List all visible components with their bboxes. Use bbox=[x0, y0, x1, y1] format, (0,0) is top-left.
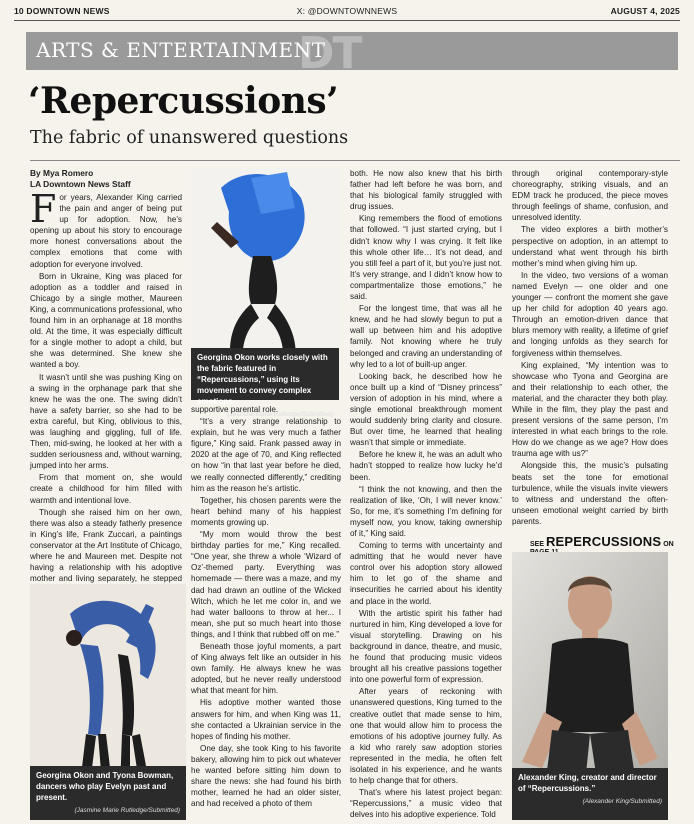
right-caption-credit: (Alexander King/Submitted) bbox=[582, 798, 662, 805]
paragraph: Alongside this, the music’s pulsating beats set the tone for emotional turbulence, while the visuals invite viewers to witness and understand the often-unseen emotional weight carried by birth parents. bbox=[512, 461, 668, 526]
top-caption-credit: (Jasmine Marie Rutledge/Submitted) bbox=[227, 411, 333, 418]
right-caption-text: Alexander King, creator and director of “Repercussions.” bbox=[518, 773, 657, 793]
social-handle: X: @DOWNTOWNNEWS bbox=[296, 6, 398, 16]
paragraph: From that moment on, she would create a childhood for him filled with warmth and intentional love. bbox=[30, 473, 182, 505]
paragraph: “I think the not knowing, and then the realization of like, ‘Oh, I will never know.’ So, for me, it’s something I’m defining for myself now, you know, taking ownership of it,” King said. bbox=[350, 484, 502, 538]
paragraph: His adoptive mother wanted those answers for him, and when King was 11, she contacted a Ukrainian service in the hopes of finding his mother. bbox=[191, 698, 341, 741]
paragraph: It wasn’t until she was pushing King on a swing in the orphanage park that she knew he was the one. The swing didn’t have a safety barrier, so she had to be extra careful, but King, oblivious to this, was laughing and giggling, full of life. Then, mid-swing, he looked at her with a sudden seriousness and, without warning, jumped into her arms. bbox=[30, 372, 182, 471]
column-3 bbox=[350, 168, 502, 820]
paragraph: For years, Alexander King carried the pain and anger of being put up for adoption. Now, he’s opening up about his story to encourage more honest conversations about the complex emotions that come with adoption for everyone involved. bbox=[30, 187, 182, 269]
deck: The fabric of unanswered questions bbox=[30, 128, 349, 148]
paragraph: In the video, two versions of a woman named Evelyn — one older and one younger — confront the moment she gave up her child for adoption 40 years ago. Through an emotion-driven dance that blurs memory with reality, a lifetime of grief and longing unfolds as they search for forgiveness within themselves. bbox=[512, 270, 668, 358]
column-2 bbox=[191, 404, 341, 820]
left-caption-text: Georgina Okon and Tyona Bowman, dancers who play Evelyn past and present. bbox=[36, 771, 174, 802]
paragraph: With the artistic spirit his father had nurtured in him, King developed a love for visual storytelling. Drawing on his background in dance, theatre, and music, he found that producing music videos brought all his creative passions together into one powerful form of expression. bbox=[350, 608, 502, 685]
paragraph: through original contemporary-style choreography, striking visuals, and an EDM track he produced, the piece moves through feelings of shame, confusion, and unresolved identity. bbox=[512, 169, 668, 223]
section-label: ARTS & ENTERTAINMENT bbox=[36, 38, 326, 62]
paragraph: Looking back, he described how he once built up a kind of “Disney princess” version of adoption in his mind, where a single emotional breakthrough moment would suddenly bring clarity and closure. But over time, he learned that healing wasn’t that simple or immediate. bbox=[350, 371, 502, 448]
deck-rule bbox=[30, 160, 680, 161]
paragraph: supportive parental role. bbox=[191, 405, 279, 414]
left-photo-caption bbox=[30, 766, 186, 820]
page-number-paper: 10 DOWNTOWN NEWS bbox=[14, 6, 110, 16]
paragraph: One day, she took King to his favorite bakery, allowing him to pick out whatever he wanted before sitting him down to share the news: she had found his birth mother, learned he had an older sister, and had received a photo of them bbox=[191, 743, 341, 809]
column-1 bbox=[30, 168, 182, 582]
paragraph: Born in Ukraine, King was placed for adoption as a toddler and raised in Chicago by a single mother, Maureen King, a communications professional, who found him in an orphanage at 18 months old. At the time, it was especially difficult for a single mother to adopt a child, but she was determined. She knew she wanted a boy. bbox=[30, 271, 182, 370]
byline: By Mya Romero bbox=[30, 168, 94, 178]
jump-see: SEE bbox=[530, 541, 545, 548]
paragraph: That’s where his latest project began: “Repercussions,” a music video that delves into his adoptive experience. Told bbox=[350, 788, 502, 820]
right-photo-caption bbox=[512, 768, 668, 820]
paragraph: both. He now also knew that his birth father had left before he was born, and that his biological family struggled with drug issues. bbox=[350, 169, 502, 212]
folio-bar bbox=[14, 6, 680, 20]
paragraph: Together, his chosen parents were the heart behind many of his happiest moments growing up. bbox=[191, 495, 341, 527]
byline-staff: LA Downtown News Staff bbox=[30, 179, 131, 189]
dt-watermark-logo: DT bbox=[298, 32, 361, 70]
section-banner bbox=[26, 32, 678, 70]
jump-page: ON bbox=[663, 541, 674, 548]
jump-word: REPERCUSSIONS bbox=[545, 534, 662, 549]
paragraph: Coming to terms with uncertainty and admitting that he would never have control over his adoption story allowed him to let go of the shame and insecurities he carried about his identity and place in the world. bbox=[350, 541, 502, 606]
left-caption-credit: (Jasmine Marie Rutledge/Submitted) bbox=[74, 807, 180, 814]
column-4 bbox=[512, 168, 668, 530]
paragraph: “My mom would throw the best birthday parties for me,” King recalled. “One year, she threw a whole ‘Wizard of Oz’-themed party. Everything was homemade — there was a maze, and my dad had drawn an outline of the Wicked Witch, which he let me color in, and we had water balloons to throw at her... I mean, she put so much heart into those things, and I think that rubbed off on me.” bbox=[191, 530, 341, 639]
paragraph: Before he knew it, he was an adult who hadn’t stopped to realize how lucky he’d been. bbox=[350, 450, 502, 482]
paragraph: The video explores a birth mother’s perspective on adoption, in an attempt to understand what went through his birth mother’s mind when giving him up. bbox=[512, 225, 668, 268]
top-caption-text: Georgina Okon works closely with the fabric featured in “Repercussions,” using its movement to convey complex emotions. bbox=[197, 353, 328, 406]
paragraph: After years of reckoning with unanswered questions, King turned to the creative outlet that made sense to him, one that would allow him to process the emotions of his adoptive journey fully. As a kid who rarely saw adoption stories represented in the media, he often felt isolated in his experience, and he wants to help change that for others. bbox=[350, 687, 502, 786]
paragraph: King explained, “My intention was to showcase who Tyona and Georgina are and their relationship to each other, the material, and the character they both play. While in the film, they play the past and present versions of the same person, I’m interested in what each brings to the role. How do we change as we age? How does trauma age with us?” bbox=[512, 360, 668, 459]
paragraph: Though she raised him on her own, there was also a steady fatherly presence in King’s life, Frank Zuccari, a paintings conservator at the Art Institute of Chicago, where he and Maureen met. Despite not having a relationship with his adoptive mother and living separately, he stepped bbox=[30, 507, 182, 584]
paragraph: For the longest time, that was all he knew, and he had slowly begun to put a wall up between him and his adoptive family. Not knowing where he truly belonged and craving an understanding of why led to a lot of built-up anger. bbox=[350, 304, 502, 369]
headline: ‘Repercussions’ bbox=[28, 80, 339, 122]
paragraph: King remembers the flood of emotions that followed. “I just started crying, but I didn’t know why I was crying. It felt like this whole other life… It’s not dead, and you still feel a part of it, but you’re just not. It’s very strange, and I didn’t know how to compartmentalize those emotions,” he said. bbox=[350, 214, 502, 302]
issue-date: AUGUST 4, 2025 bbox=[610, 6, 680, 16]
folio-rule bbox=[14, 20, 680, 21]
paragraph: Beneath those joyful moments, a part of King always felt like an outsider in his own family. He always knew he was adopted, but he never really understood what that meant for him. bbox=[191, 641, 341, 696]
paragraph: “It’s a very strange relationship to explain, but he was very much a father figure,” King said. Frank passed away in 2020 at the age of 70, and King reflected on how “in that last year before he died, we really connected differently,” crediting him as the reason he’s artistic. bbox=[191, 417, 341, 493]
